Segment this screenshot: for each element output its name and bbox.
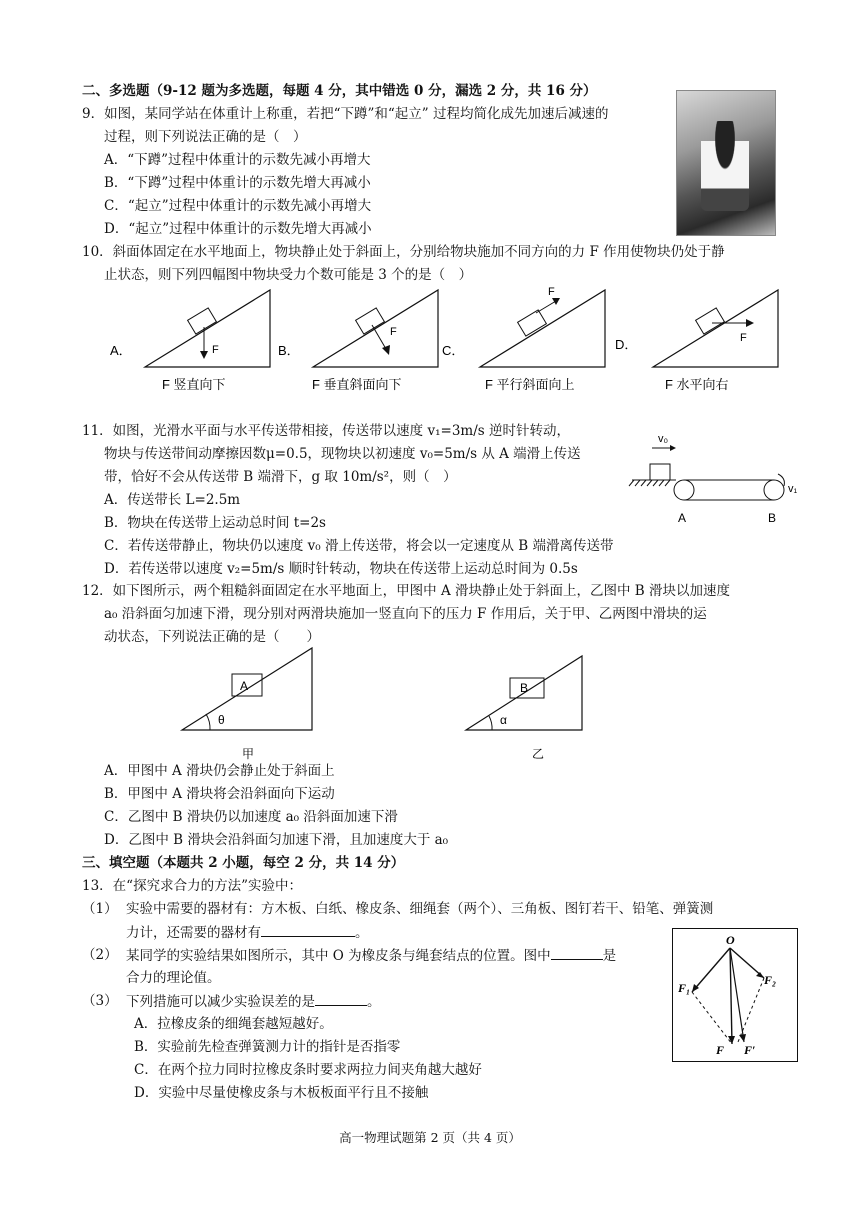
- q12-angle-theta: θ: [218, 713, 225, 727]
- q11-option-a: A．传送带长 L=2.5m: [104, 492, 241, 508]
- q12-stem-line1: 12．如下图所示，两个粗糙斜面固定在水平地面上，甲图中 A 滑块静止处于斜面上，乙图中 B 滑块以加速度: [82, 583, 731, 599]
- q11-stem-line1: 11．如图，光滑水平面与水平传送带相接，传送带以速度 v₁=3m/s 逆时针转动，: [82, 423, 570, 439]
- q12-caption-jia: 甲: [242, 747, 255, 761]
- q12-option-c: C．乙图中 B 滑块仍以加速度 a₀ 沿斜面加速下滑: [104, 809, 398, 825]
- q13-part2-line2: 合力的理论值。: [126, 970, 221, 986]
- page-footer: 高一物理试题第 2 页（共 4 页）: [339, 1130, 521, 1145]
- q10-caption-a: F 竖直向下: [162, 377, 226, 392]
- q9-stem-line2: 过程，则下列说法正确的是（ ）: [104, 129, 307, 145]
- q9-option-c: C．“起立”过程中体重计的示数先减小再增大: [104, 198, 372, 214]
- q12-block-a-label: A: [240, 679, 249, 693]
- q13-part3-number: （3）: [82, 993, 118, 1009]
- q10-b-block: [356, 308, 385, 334]
- q13-part2-text: 某同学的实验结果如图所示，其中 O 为橡皮条与绳套结点的位置。图中: [126, 948, 551, 964]
- q10-stem-line1: 10．斜面体固定在水平地面上，物块静止处于斜面上，分别给物块施加不同方向的力 F 作用使物块仍处于静: [82, 244, 725, 260]
- q13-part1-answer-blank[interactable]: [261, 921, 355, 937]
- q10-a-force: F: [212, 344, 219, 356]
- q10-caption-c: F 平行斜面向上: [485, 377, 575, 392]
- q9-option-b: B．“下蹲”过程中体重计的示数先增大再减小: [104, 175, 371, 191]
- q9-option-d: D．“起立”过程中体重计的示数先增大再减小: [104, 221, 372, 237]
- q11-pulley-a: [674, 480, 694, 500]
- q11-block: [650, 464, 670, 480]
- q11-v0-label: v₀: [658, 433, 669, 445]
- q13-part1-line1: 实验中需要的器材有：方木板、白纸、橡皮条、细绳套（两个）、三角板、图钉若干、铅笔、弹簧测: [126, 901, 714, 917]
- q11-option-b: B．物块在传送带上运动总时间 t=2s: [104, 515, 326, 531]
- q12-caption-yi: 乙: [532, 747, 545, 761]
- q13-force-f2: F₂: [764, 973, 777, 987]
- q13-part1-text: 力计，还需要的器材有: [126, 925, 261, 941]
- q10-b-force: F: [390, 326, 397, 338]
- q11-end-b: B: [768, 511, 777, 525]
- q13-part3-line1: [126, 990, 381, 1013]
- q12-option-d: D．乙图中 B 滑块会沿斜面匀加速下滑，且加速度大于 a₀: [104, 832, 449, 848]
- q12-angle-alpha: α: [500, 713, 507, 727]
- q13-option-d: D．实验中尽量使橡皮条与木板板面平行且不接触: [134, 1085, 429, 1101]
- q13-force-diagram: [672, 928, 798, 1062]
- q13-part1-period: 。: [355, 925, 369, 941]
- section-title-fill-in: 三、填空题（本题共 2 小题，每空 2 分，共 14 分）: [82, 855, 405, 871]
- q12-stem-line2: a₀ 沿斜面匀加速下滑，现分别对两滑块施加一竖直向下的压力 F 作用后，关于甲、乙两图中滑块的运: [104, 606, 707, 622]
- q11-end-a: A: [678, 511, 687, 525]
- q12-incline-figures: [170, 644, 630, 762]
- q11-stem-line2: 物块与传送带间动摩擦因数μ=0.5，现物块以初速度 v₀=5m/s 从 A 端滑上传送: [104, 446, 581, 462]
- q13-part1-number: （1）: [82, 901, 118, 917]
- q10-stem-line2: 止状态，则下列四幅图中物块受力个数可能是 3 个的是（ ）: [104, 267, 473, 283]
- q10-d-block: [696, 308, 725, 334]
- q13-part3-text: 下列措施可以减少实验误差的是: [126, 994, 315, 1010]
- q9-weighing-photo: [676, 90, 776, 236]
- q13-stem: 13．在“探究求合力的方法”实验中：: [82, 878, 302, 894]
- q13-part2-number: （2）: [82, 947, 118, 963]
- q11-pulley-b: [764, 480, 784, 500]
- q10-caption-d: F 水平向右: [665, 377, 729, 392]
- q10-label-c: C．: [442, 343, 465, 358]
- q10-label-a: A．: [110, 343, 132, 358]
- q10-caption-b: F 垂直斜面向下: [312, 377, 402, 392]
- q13-part3-period: 。: [367, 994, 381, 1010]
- q10-c-force: F: [548, 286, 555, 298]
- q10-incline-figures: [100, 285, 780, 395]
- q13-part2-suffix: 是: [602, 948, 617, 964]
- q11-conveyor-figure: [628, 428, 808, 528]
- q12-option-b: B．甲图中 A 滑块将会沿斜面向下运动: [104, 786, 335, 802]
- q13-part2-answer-blank[interactable]: [551, 944, 603, 960]
- q11-stem-line3: 带，恰好不会从传送带 B 端滑下，g 取 10m/s²，则（ ）: [104, 469, 457, 485]
- q10-label-b: B．: [278, 343, 300, 358]
- q10-d-force: F: [740, 332, 747, 344]
- section-title-multiple-choice: 二、多选题（9-12 题为多选题，每题 4 分，其中错选 0 分，漏选 2 分，共 16 分）: [82, 83, 597, 99]
- q13-point-o: O: [726, 933, 735, 947]
- q13-force-f1: F₁: [678, 981, 691, 995]
- q13-option-a: A．拉橡皮条的细绳套越短越好。: [134, 1016, 333, 1032]
- q13-option-b: B．实验前先检查弹簧测力计的指针是否指零: [134, 1039, 401, 1055]
- q9-stem-line1: 9．如图，某同学站在体重计上称重，若把“下蹲”和“起立” 过程均简化成先加速后减速的: [82, 106, 609, 122]
- q12-option-a: A．甲图中 A 滑块仍会静止处于斜面上: [104, 763, 335, 779]
- q13-force-f: F: [716, 1043, 725, 1057]
- q13-force-f-prime: F′: [744, 1043, 756, 1057]
- q12-block-b-label: B: [520, 681, 529, 695]
- q13-option-c: C．在两个拉力同时拉橡皮条时要求两拉力间夹角越大越好: [134, 1062, 482, 1078]
- q10-label-d: D．: [615, 337, 638, 352]
- q11-option-d: D．若传送带以速度 v₂=5m/s 顺时针转动，物块在传送带上运动总时间为 0.5s: [104, 561, 578, 577]
- q9-option-a: A．“下蹲”过程中体重计的示数先减小再增大: [104, 152, 371, 168]
- q11-v1-label: v₁: [788, 483, 798, 495]
- q13-part1-line2: [126, 921, 369, 944]
- q11-option-c: C．若传送带静止，物块仍以速度 v₀ 滑上传送带，将会以一定速度从 B 端滑离传送带: [104, 538, 614, 554]
- q10-a-block: [188, 308, 217, 334]
- q13-part3-answer-blank[interactable]: [315, 990, 367, 1006]
- q12-stem-line3: 动状态，下列说法正确的是（ ）: [104, 629, 320, 645]
- q13-part2-line1: [126, 944, 616, 967]
- q10-c-block: [518, 310, 547, 336]
